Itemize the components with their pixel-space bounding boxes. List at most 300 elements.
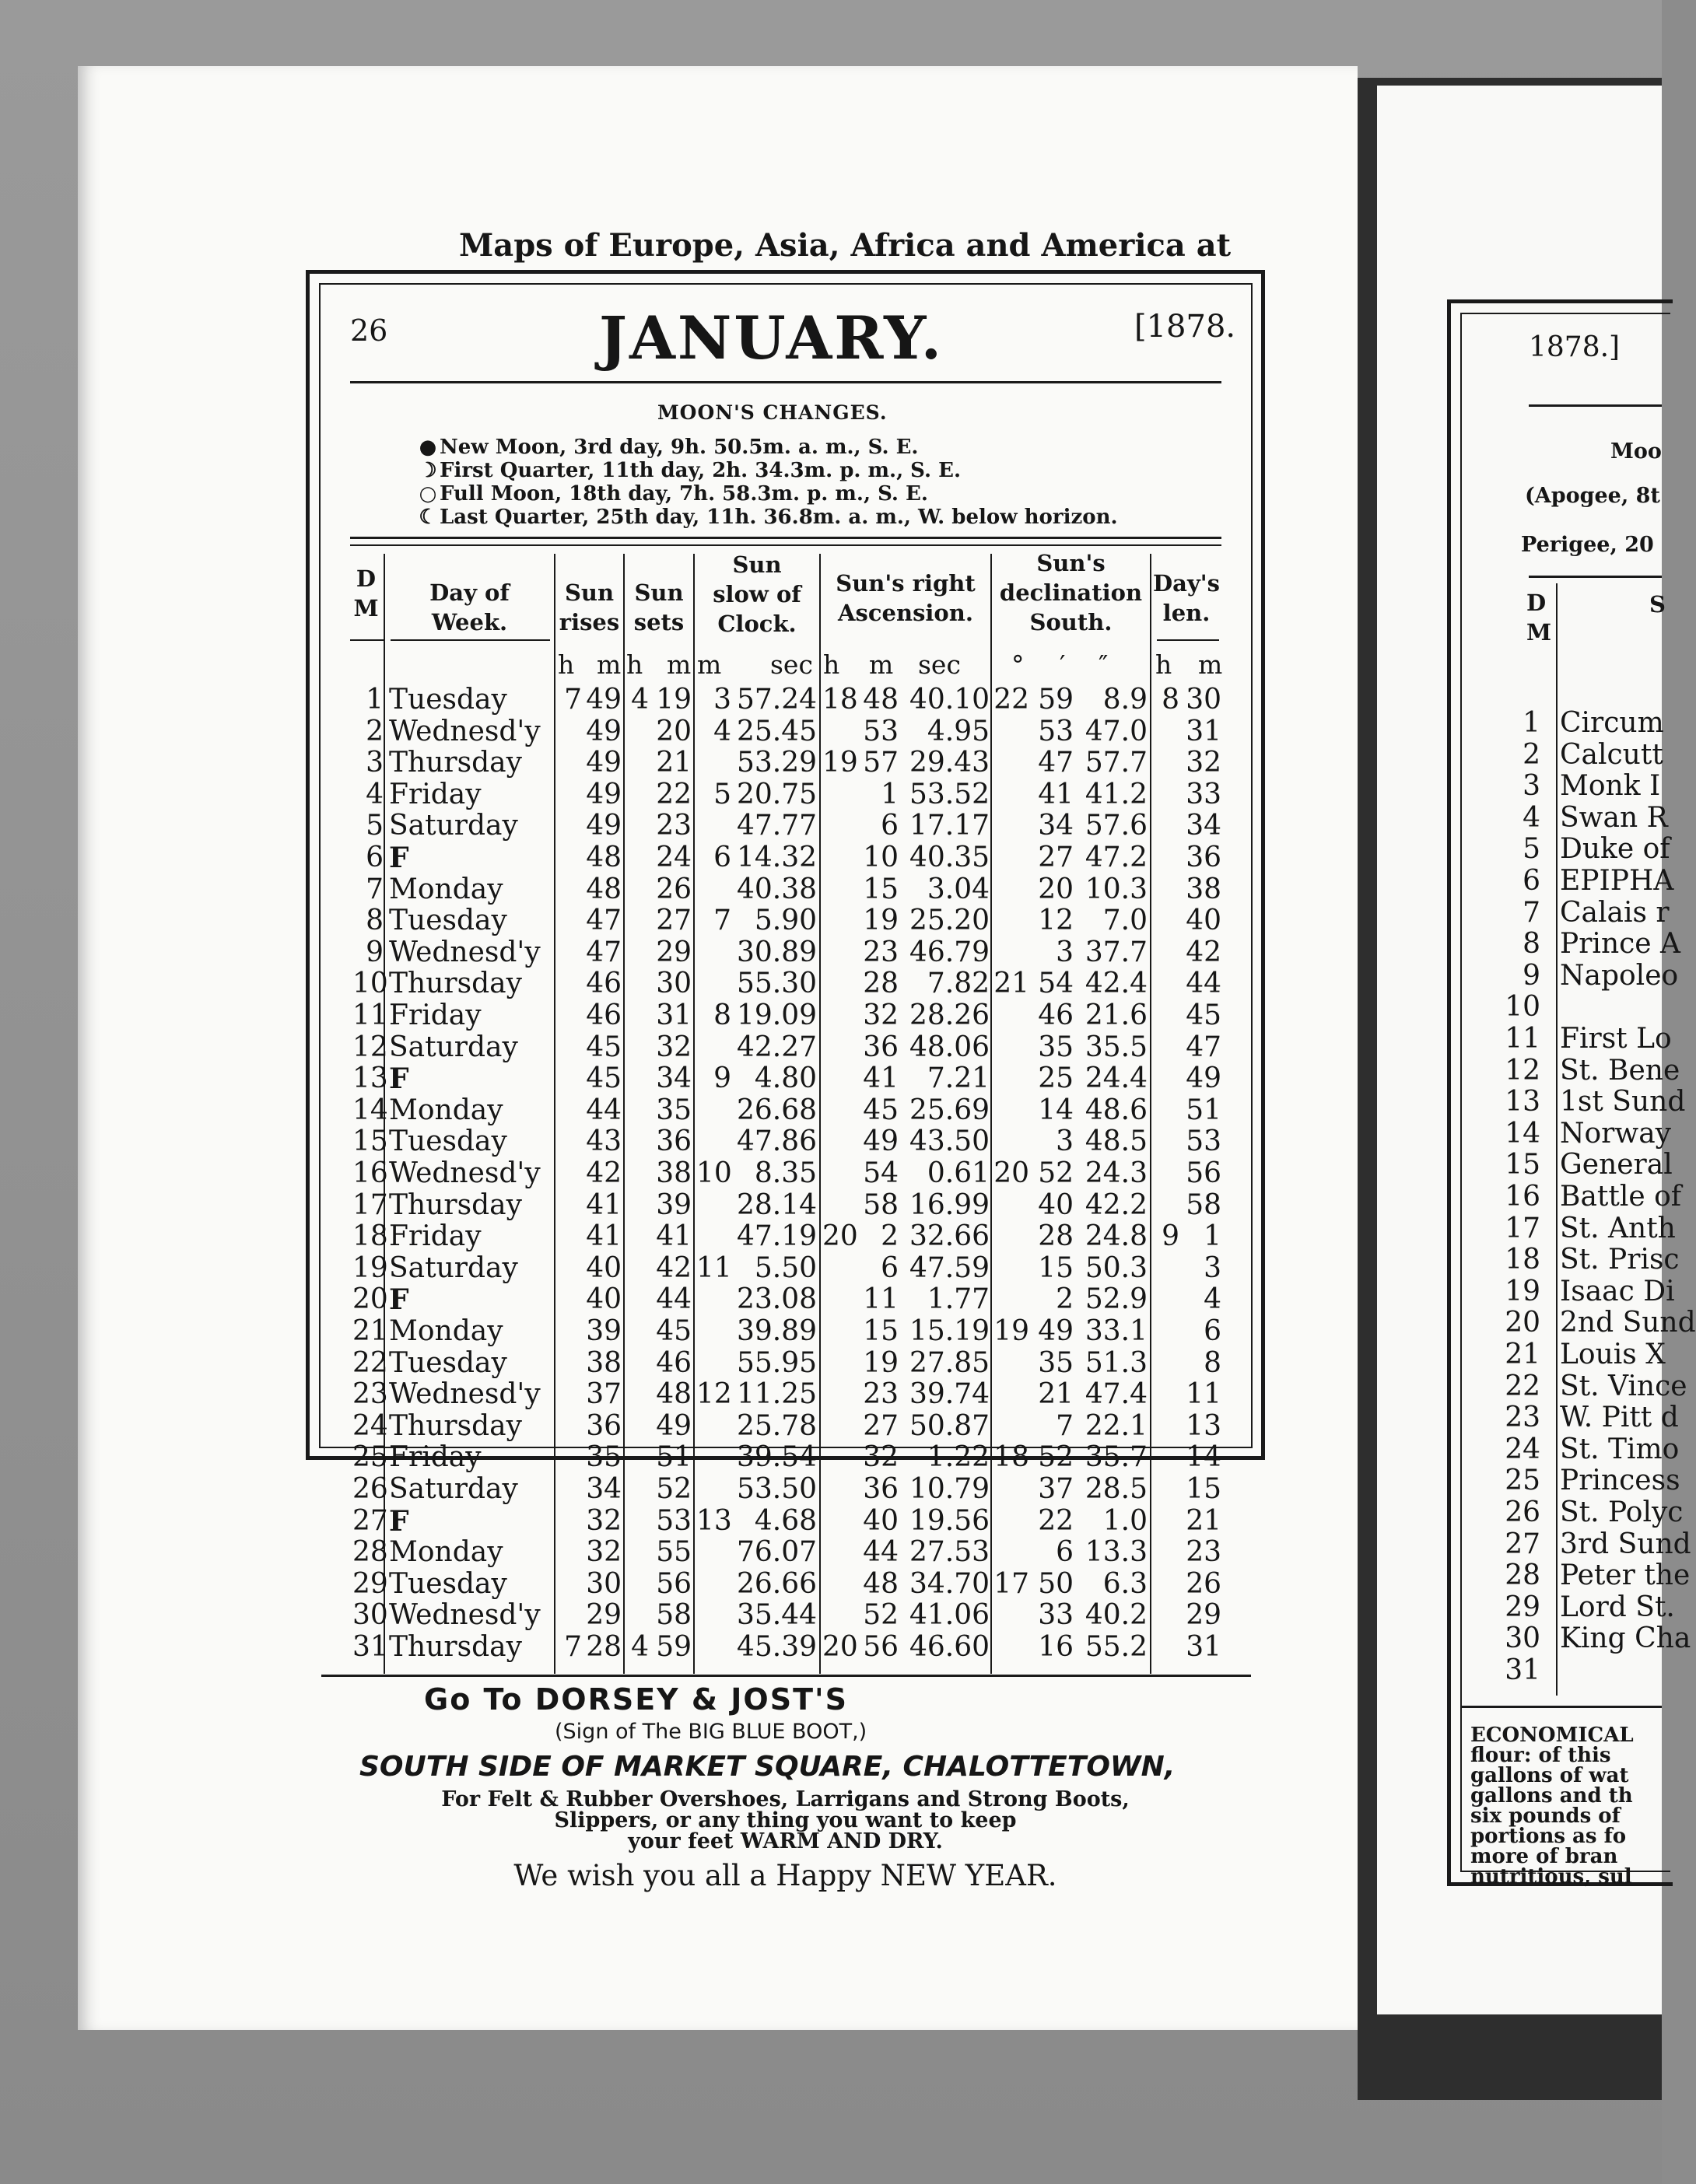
cell-sets-m: 36 xyxy=(656,1125,692,1158)
cell-sets-m: 30 xyxy=(656,968,692,1000)
table-row xyxy=(0,1632,1662,1663)
cell-rises-h: 7 xyxy=(564,1631,582,1663)
cell-ra-sec: 47.59 xyxy=(909,1251,990,1284)
cell-sets-m: 49 xyxy=(656,1409,692,1442)
cell-slow-sec: 14.32 xyxy=(736,842,817,873)
first-quarter-icon: ☽ xyxy=(419,459,437,482)
table-row xyxy=(0,1032,1662,1063)
cell-slow-sec: 4.80 xyxy=(754,1062,817,1095)
cell-day-number: 8 xyxy=(366,905,384,937)
right-page-day-number: 27 xyxy=(1505,1528,1540,1560)
cell-decl-sec: 35.7 xyxy=(1085,1441,1148,1474)
cell-decl-min: 27 xyxy=(1038,842,1074,873)
right-page-day-event: Norway xyxy=(1560,1117,1671,1150)
cell-sets-m: 44 xyxy=(656,1283,692,1316)
table-row xyxy=(0,1474,1662,1505)
month-title: JANUARY. xyxy=(599,303,944,373)
cell-ra-m: 54 xyxy=(863,1157,899,1189)
cell-slow-sec: 4.68 xyxy=(754,1504,817,1537)
cell-ra-m: 57 xyxy=(863,747,899,779)
right-page-day-number: 24 xyxy=(1505,1433,1540,1465)
year-label: [1878. xyxy=(1134,309,1236,345)
cell-ra-m: 2 xyxy=(881,1220,899,1253)
cell-ra-m: 32 xyxy=(863,999,899,1031)
header-line: slow of xyxy=(713,581,801,607)
right-page-day-number: 25 xyxy=(1505,1465,1540,1497)
cell-decl-min: 6 xyxy=(1056,1536,1074,1569)
cell-ra-sec: 29.43 xyxy=(909,747,990,779)
header-line: Day's xyxy=(1153,570,1220,597)
cell-day-of-week: F xyxy=(389,842,409,874)
last-quarter-icon: ☾ xyxy=(419,506,437,529)
cell-length-m: 13 xyxy=(1186,1409,1221,1442)
cell-ra-sec: 40.10 xyxy=(909,684,990,716)
header-underline xyxy=(391,639,550,641)
running-header: Maps of Europe, Asia, Africa and America at xyxy=(459,227,1232,264)
header-right-ascension xyxy=(821,569,990,628)
cell-day-of-week: Saturday xyxy=(389,810,518,842)
cell-day-number: 22 xyxy=(352,1346,388,1379)
cell-slow-m: 12 xyxy=(696,1378,732,1411)
cell-rises-m: 45 xyxy=(586,1031,622,1063)
cell-decl-sec: 33.1 xyxy=(1085,1315,1148,1347)
right-page-col-divider xyxy=(1556,583,1558,1696)
cell-ra-m: 41 xyxy=(863,1062,899,1095)
right-page-day-number: 18 xyxy=(1505,1244,1540,1276)
cell-day-number: 24 xyxy=(352,1409,388,1442)
cell-ra-sec: 46.60 xyxy=(909,1631,990,1663)
cell-day-of-week: Tuesday xyxy=(389,1567,507,1600)
cell-length-m: 47 xyxy=(1186,1031,1221,1063)
cell-rises-m: 41 xyxy=(586,1188,622,1221)
cell-slow-sec: 45.39 xyxy=(736,1631,817,1663)
cell-slow-sec: 5.50 xyxy=(754,1251,817,1284)
cell-decl-sec: 24.8 xyxy=(1085,1220,1148,1253)
cell-slow-sec: 25.78 xyxy=(736,1409,817,1442)
cell-length-m: 58 xyxy=(1186,1188,1221,1221)
right-page-bottom-rule xyxy=(1461,1706,1662,1708)
cell-rises-m: 44 xyxy=(586,1094,622,1126)
cell-length-h: 9 xyxy=(1162,1220,1179,1253)
right-page-day-event: St. Vince xyxy=(1560,1370,1687,1402)
cell-length-m: 21 xyxy=(1186,1504,1221,1537)
cell-decl-sec: 55.2 xyxy=(1085,1631,1148,1663)
cell-sets-m: 38 xyxy=(656,1157,692,1189)
cell-rises-m: 46 xyxy=(586,968,622,1000)
cell-slow-sec: 57.24 xyxy=(736,684,817,716)
cell-slow-sec: 47.86 xyxy=(736,1125,817,1158)
cell-decl-sec: 47.4 xyxy=(1085,1378,1148,1411)
cell-day-of-week: Monday xyxy=(389,1315,503,1347)
right-page-moon-title: Moo xyxy=(1610,439,1662,464)
cell-day-number: 26 xyxy=(352,1473,388,1505)
cell-day-number: 30 xyxy=(352,1599,388,1632)
right-page-header-col: S xyxy=(1649,591,1666,618)
cell-ra-sec: 7.21 xyxy=(927,1062,990,1095)
cell-day-of-week: Wednesd'y xyxy=(389,1378,541,1411)
cell-rises-m: 40 xyxy=(586,1251,622,1284)
cell-rises-m: 40 xyxy=(586,1283,622,1316)
cell-length-m: 23 xyxy=(1186,1536,1221,1569)
header-line: Week. xyxy=(431,609,508,635)
cell-day-number: 13 xyxy=(352,1062,388,1095)
cell-rises-m: 49 xyxy=(586,778,622,810)
cell-ra-sec: 39.74 xyxy=(909,1378,990,1411)
cell-day-of-week: Thursday xyxy=(389,747,522,779)
cell-day-of-week: Friday xyxy=(389,1220,482,1253)
unit-h: h xyxy=(823,649,840,680)
table-row xyxy=(0,1221,1662,1252)
header-dm xyxy=(349,564,384,623)
cell-decl-min: 12 xyxy=(1038,905,1074,937)
ad-address: SOUTH SIDE OF MARKET SQUARE, CHALOTTETOWN, xyxy=(359,1751,1176,1783)
cell-ra-m: 44 xyxy=(863,1536,899,1569)
right-page-day-number: 21 xyxy=(1505,1339,1540,1370)
cell-decl-min: 50 xyxy=(1038,1567,1074,1600)
cell-day-of-week: F xyxy=(389,1504,409,1538)
cell-decl-sec: 40.2 xyxy=(1085,1599,1148,1632)
unit-second: ″ xyxy=(1099,649,1109,680)
cell-ra-sec: 19.56 xyxy=(909,1504,990,1537)
cell-day-of-week: Tuesday xyxy=(389,905,507,937)
cell-sets-m: 51 xyxy=(656,1441,692,1474)
cell-length-m: 32 xyxy=(1186,747,1221,779)
table-row xyxy=(0,810,1662,842)
cell-rises-m: 32 xyxy=(586,1536,622,1569)
right-page-day-number: 1 xyxy=(1523,707,1540,739)
cell-ra-m: 49 xyxy=(863,1125,899,1158)
cell-decl-deg: 18 xyxy=(993,1441,1029,1474)
cell-sets-m: 45 xyxy=(656,1315,692,1347)
cell-slow-m: 8 xyxy=(713,999,731,1031)
cell-ra-sec: 25.20 xyxy=(909,905,990,937)
cell-day-number: 4 xyxy=(366,778,384,810)
cell-ra-sec: 0.61 xyxy=(927,1157,990,1189)
cell-sets-m: 34 xyxy=(656,1062,692,1095)
cell-sets-m: 23 xyxy=(656,810,692,842)
header-sun-sets xyxy=(625,578,693,637)
cell-day-of-week: Tuesday xyxy=(389,1346,507,1379)
right-page-day-event: St. Anth xyxy=(1560,1212,1676,1244)
cell-decl-min: 54 xyxy=(1038,968,1074,1000)
right-page-header-d: D xyxy=(1526,590,1547,616)
ad-headline: Go To DORSEY & JOST'S xyxy=(424,1682,849,1717)
cell-ra-sec: 1.77 xyxy=(927,1283,990,1316)
cell-day-number: 2 xyxy=(366,715,384,747)
header-line: Sun xyxy=(634,579,684,606)
cell-day-number: 27 xyxy=(352,1504,388,1537)
cell-decl-sec: 28.5 xyxy=(1085,1473,1148,1505)
cell-sets-m: 58 xyxy=(656,1599,692,1632)
cell-ra-m: 48 xyxy=(863,1567,899,1600)
unit-m: m xyxy=(1198,649,1223,680)
cell-rises-m: 46 xyxy=(586,999,622,1031)
cell-length-m: 4 xyxy=(1204,1283,1221,1316)
cell-ra-h: 19 xyxy=(822,747,858,779)
cell-length-m: 40 xyxy=(1186,905,1221,937)
cell-decl-sec: 48.5 xyxy=(1085,1125,1148,1158)
cell-ra-m: 6 xyxy=(881,810,899,842)
right-page-day-number: 31 xyxy=(1505,1654,1540,1686)
right-page-day-event: Calcutt xyxy=(1560,738,1663,771)
cell-day-number: 11 xyxy=(352,999,388,1031)
right-page-day-number: 12 xyxy=(1505,1054,1540,1087)
cell-sets-m: 55 xyxy=(656,1536,692,1569)
cell-decl-sec: 41.2 xyxy=(1085,778,1148,810)
table-row xyxy=(0,1379,1662,1410)
header-line: rises xyxy=(559,609,620,635)
cell-day-number: 5 xyxy=(366,810,384,842)
cell-decl-min: 49 xyxy=(1038,1315,1074,1347)
cell-ra-sec: 16.99 xyxy=(909,1188,990,1221)
cell-sets-h: 4 xyxy=(631,684,649,716)
cell-ra-sec: 1.22 xyxy=(927,1441,990,1474)
right-page-day-event: First Lo xyxy=(1560,1023,1672,1055)
right-page-day-number: 26 xyxy=(1505,1496,1540,1528)
cell-sets-m: 24 xyxy=(656,842,692,873)
right-page-day-number: 5 xyxy=(1523,833,1540,866)
right-page-day-event xyxy=(1560,1655,1662,1686)
cell-slow-m: 10 xyxy=(696,1157,732,1189)
cell-decl-min: 20 xyxy=(1038,873,1074,905)
cell-length-m: 53 xyxy=(1186,1125,1221,1158)
header-line: declination xyxy=(999,579,1143,606)
table-bottom-rule xyxy=(321,1675,1251,1677)
right-page-day-number: 20 xyxy=(1505,1307,1540,1339)
header-line: sets xyxy=(633,609,685,635)
right-page-day-event: EPIPHA xyxy=(1560,865,1674,897)
header-line: Sun's right xyxy=(836,570,976,597)
cell-sets-m: 53 xyxy=(656,1504,692,1537)
cell-ra-sec: 25.69 xyxy=(909,1094,990,1126)
cell-decl-min: 7 xyxy=(1056,1409,1074,1442)
cell-day-of-week: F xyxy=(389,1283,409,1317)
cell-decl-sec: 8.9 xyxy=(1102,684,1148,716)
cell-slow-sec: 11.25 xyxy=(736,1378,817,1411)
cell-sets-m: 26 xyxy=(656,873,692,905)
cell-decl-min: 40 xyxy=(1038,1188,1074,1221)
cell-day-of-week: Friday xyxy=(389,999,482,1031)
cell-decl-min: 52 xyxy=(1038,1441,1074,1474)
table-top-rule xyxy=(350,537,1221,539)
cell-day-of-week: Wednesd'y xyxy=(389,936,541,968)
table-row xyxy=(0,1569,1662,1600)
right-page-day-event: St. Polyc xyxy=(1560,1496,1684,1528)
cell-decl-min: 28 xyxy=(1038,1220,1074,1253)
header-line: South. xyxy=(1029,609,1113,635)
cell-ra-sec: 46.79 xyxy=(909,936,990,968)
right-page-economical-line: portions as fo xyxy=(1470,1825,1627,1848)
ad-products-3: your feet WARM AND DRY. xyxy=(628,1829,943,1853)
header-line: Sun xyxy=(564,579,615,606)
cell-day-number: 29 xyxy=(352,1567,388,1600)
table-row xyxy=(0,905,1662,936)
right-page-economical-line: gallons of wat xyxy=(1470,1764,1629,1787)
table-row xyxy=(0,747,1662,779)
header-line: Ascension. xyxy=(838,600,973,626)
cell-decl-sec: 47.0 xyxy=(1085,715,1148,747)
table-row xyxy=(0,1442,1662,1473)
cell-decl-deg: 20 xyxy=(993,1157,1029,1189)
cell-day-number: 25 xyxy=(352,1441,388,1474)
cell-slow-sec: 26.68 xyxy=(736,1094,817,1126)
header-underline xyxy=(350,639,385,641)
cell-length-m: 51 xyxy=(1186,1094,1221,1126)
unit-h: h xyxy=(1155,649,1172,680)
right-page-day-event: 1st Sund xyxy=(1560,1086,1686,1118)
cell-rises-m: 32 xyxy=(586,1504,622,1537)
moon-phase-text: New Moon, 3rd day, 9h. 50.5m. a. m., S. E. xyxy=(440,436,919,459)
cell-ra-m: 32 xyxy=(863,1441,899,1474)
right-page-day-event: King Cha xyxy=(1560,1622,1691,1655)
right-page-economical-line: gallons and th xyxy=(1470,1784,1633,1808)
right-page-header-m: M xyxy=(1526,619,1552,646)
table-row xyxy=(0,1000,1662,1031)
cell-length-m: 6 xyxy=(1204,1315,1221,1347)
unit-m: m xyxy=(697,649,722,680)
right-page-year: 1878.] xyxy=(1529,331,1621,363)
cell-rises-m: 48 xyxy=(586,842,622,873)
right-page-day-number: 9 xyxy=(1523,959,1540,992)
cell-decl-min: 16 xyxy=(1038,1631,1074,1663)
right-page-day-number: 6 xyxy=(1523,865,1540,897)
right-page-day-event: Isaac Di xyxy=(1560,1275,1675,1307)
table-row xyxy=(0,1253,1662,1284)
moon-changes-title: MOON'S CHANGES. xyxy=(657,401,888,424)
cell-length-m: 42 xyxy=(1186,936,1221,968)
header-days-length xyxy=(1151,569,1221,628)
right-page-economical-line: flour: of this xyxy=(1470,1744,1611,1767)
moon-phase-last-quarter xyxy=(416,506,1118,529)
right-page-day-event: Lord St. xyxy=(1560,1591,1675,1623)
full-moon-icon: ○ xyxy=(419,482,437,506)
cell-ra-sec: 3.04 xyxy=(927,873,990,905)
cell-length-m: 8 xyxy=(1204,1346,1221,1379)
moon-phase-full xyxy=(416,482,928,506)
right-page-day-number: 14 xyxy=(1505,1117,1540,1150)
right-page-day-event: Calais r xyxy=(1560,896,1670,929)
cell-rises-m: 43 xyxy=(586,1125,622,1158)
cell-slow-sec: 35.44 xyxy=(736,1599,817,1632)
table-row xyxy=(0,1284,1662,1315)
cell-day-of-week: Thursday xyxy=(389,1188,522,1221)
cell-ra-m: 36 xyxy=(863,1031,899,1063)
cell-day-number: 16 xyxy=(352,1157,388,1189)
cell-length-m: 30 xyxy=(1186,684,1221,716)
cell-decl-deg: 17 xyxy=(993,1567,1029,1600)
right-page-day-event: St. Bene xyxy=(1560,1054,1680,1087)
cell-slow-sec: 55.95 xyxy=(736,1346,817,1379)
cell-decl-min: 35 xyxy=(1038,1031,1074,1063)
right-page-perigee: Perigee, 20 xyxy=(1521,533,1654,557)
cell-sets-m: 31 xyxy=(656,999,692,1031)
cell-day-of-week: Monday xyxy=(389,1094,503,1126)
cell-length-m: 31 xyxy=(1186,1631,1221,1663)
cell-decl-min: 21 xyxy=(1038,1378,1074,1411)
cell-slow-sec: 40.38 xyxy=(736,873,817,905)
cell-sets-m: 27 xyxy=(656,905,692,937)
cell-decl-min: 33 xyxy=(1038,1599,1074,1632)
unit-m: m xyxy=(597,649,622,680)
cell-length-m: 1 xyxy=(1204,1220,1221,1253)
cell-sets-m: 29 xyxy=(656,936,692,968)
header-line: Day of xyxy=(429,579,510,606)
cell-slow-sec: 42.27 xyxy=(736,1031,817,1063)
right-page-day-number: 15 xyxy=(1505,1149,1540,1181)
cell-ra-sec: 43.50 xyxy=(909,1125,990,1158)
cell-decl-sec: 52.9 xyxy=(1085,1283,1148,1316)
header-line: Sun xyxy=(732,551,782,578)
table-row xyxy=(0,937,1662,968)
cell-decl-min: 3 xyxy=(1056,1125,1074,1158)
right-page-day-event: 2nd Sund xyxy=(1560,1307,1696,1339)
cell-slow-sec: 76.07 xyxy=(736,1536,817,1569)
unit-h: h xyxy=(626,649,643,680)
cell-ra-sec: 53.52 xyxy=(909,778,990,810)
cell-decl-min: 25 xyxy=(1038,1062,1074,1095)
cell-length-m: 14 xyxy=(1186,1441,1221,1474)
cell-day-of-week: Tuesday xyxy=(389,1125,507,1158)
cell-rises-m: 42 xyxy=(586,1157,622,1189)
cell-sets-m: 48 xyxy=(656,1378,692,1411)
cell-decl-sec: 42.2 xyxy=(1085,1188,1148,1221)
cell-day-of-week: Thursday xyxy=(389,1631,522,1663)
cell-length-m: 15 xyxy=(1186,1473,1221,1505)
cell-rises-m: 49 xyxy=(586,747,622,779)
table-row xyxy=(0,684,1662,716)
right-page-day-number: 28 xyxy=(1505,1559,1540,1592)
right-page-day-number: 4 xyxy=(1523,801,1540,834)
cell-slow-sec: 5.90 xyxy=(754,905,817,937)
cell-rises-m: 37 xyxy=(586,1378,622,1411)
cell-day-of-week: Wednesd'y xyxy=(389,1599,541,1632)
right-page-day-event: Prince A xyxy=(1560,928,1681,961)
cell-rises-m: 36 xyxy=(586,1409,622,1442)
cell-decl-sec: 51.3 xyxy=(1085,1346,1148,1379)
page-number: 26 xyxy=(350,313,388,348)
cell-slow-m: 9 xyxy=(713,1062,731,1095)
cell-slow-sec: 25.45 xyxy=(736,715,817,747)
moon-phase-text: First Quarter, 11th day, 2h. 34.3m. p. m., S. E. xyxy=(440,459,961,482)
cell-length-m: 34 xyxy=(1186,810,1221,842)
cell-slow-sec: 47.77 xyxy=(736,810,817,842)
cell-day-number: 14 xyxy=(352,1094,388,1126)
cell-slow-sec: 39.54 xyxy=(736,1441,817,1474)
right-page-day-event xyxy=(1560,992,1662,1023)
cell-slow-sec: 30.89 xyxy=(736,936,817,968)
header-m: M xyxy=(353,595,379,621)
right-page-day-number: 3 xyxy=(1523,770,1540,803)
cell-day-of-week: Saturday xyxy=(389,1031,518,1063)
cell-decl-deg: 22 xyxy=(993,684,1029,716)
cell-ra-m: 23 xyxy=(863,936,899,968)
header-declination xyxy=(992,548,1150,637)
cell-ra-m: 48 xyxy=(863,684,899,716)
cell-length-m: 33 xyxy=(1186,778,1221,810)
table-row xyxy=(0,779,1662,810)
cell-ra-h: 20 xyxy=(822,1631,858,1663)
cell-decl-sec: 42.4 xyxy=(1085,968,1148,1000)
cell-ra-sec: 28.26 xyxy=(909,999,990,1031)
table-row xyxy=(0,1411,1662,1442)
table-row xyxy=(0,1158,1662,1189)
cell-day-number: 12 xyxy=(352,1031,388,1063)
cell-decl-sec: 47.2 xyxy=(1085,842,1148,873)
cell-ra-sec: 4.95 xyxy=(927,715,990,747)
cell-slow-sec: 20.75 xyxy=(736,778,817,810)
cell-day-of-week: Thursday xyxy=(389,1409,522,1442)
cell-ra-m: 19 xyxy=(863,905,899,937)
